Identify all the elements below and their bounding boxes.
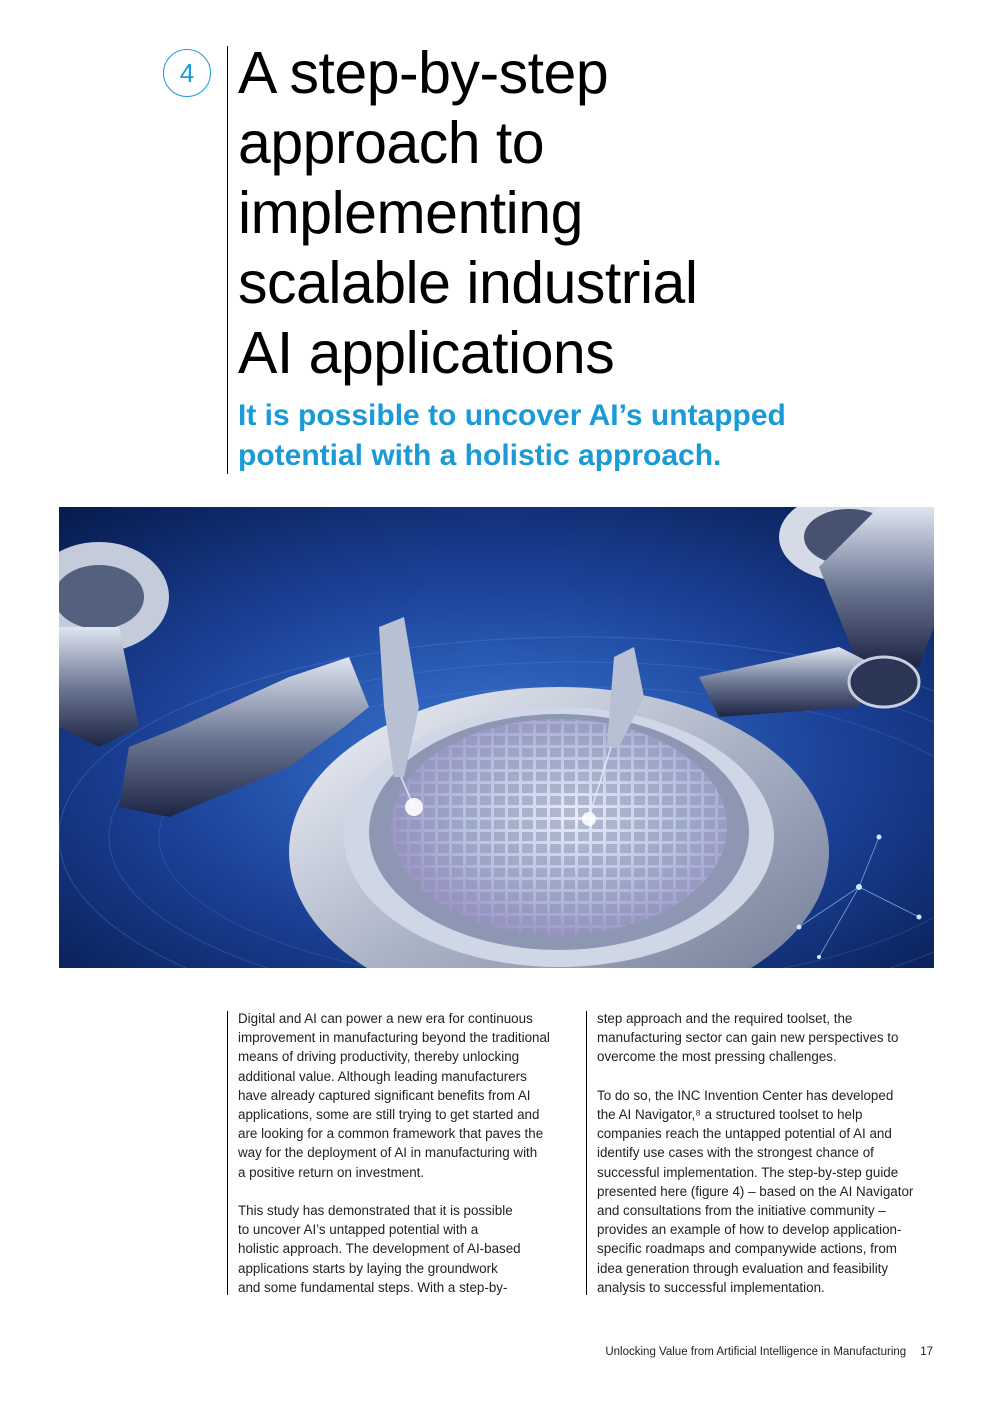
text-line: identify use cases with the strongest chance of [597,1145,874,1161]
chapter-number: 4 [179,57,195,88]
column-divider-right [586,1011,587,1295]
text-line: to uncover AI’s untapped potential with a [238,1222,479,1238]
text-line: To do so, the INC Invention Center has developed [597,1087,894,1103]
paragraph [238,1201,578,1297]
text-line: applications, some are still trying to get started and [238,1107,540,1123]
paragraph [597,1086,937,1297]
text-line: and some fundamental steps. With a step-by- [238,1279,508,1295]
title-line: implementing [238,180,583,246]
text-line: specific roadmaps and companywide actions, from [597,1241,897,1257]
text-line: This study has demonstrated that it is possible [238,1203,513,1219]
text-line: a positive return on investment. [238,1164,425,1180]
title-line: scalable industrial [238,250,698,316]
text-line: presented here (figure 4) – based on the AI Navigator [597,1183,914,1199]
page-number: 17 [920,1346,933,1358]
text-line: manufacturing sector can gain new perspectives to [597,1030,899,1046]
page-title [238,38,858,388]
page-subtitle [238,396,858,476]
text-line: applications starts by laying the groundwork [238,1260,498,1276]
text-line: provides an example of how to develop application- [597,1222,902,1238]
text-line: companies reach the untapped potential of AI and [597,1126,892,1142]
text-line: improvement in manufacturing beyond the traditional [238,1030,550,1046]
body-column-left [238,1009,578,1316]
chapter-number-badge [163,49,211,97]
subtitle-line: potential with a holistic approach. [238,439,722,472]
page-footer [605,1346,933,1358]
text-line: the AI Navigator,⁸ a structured toolset to help [597,1107,863,1122]
text-line: successful implementation. The step-by-step guide [597,1164,899,1180]
text-line: and consultations from the initiative community – [597,1203,886,1219]
column-divider-left [227,1011,228,1295]
hero-image-wafer-probe [59,507,934,968]
text-line: additional value. Although leading manufacturers [238,1068,527,1084]
text-line: Digital and AI can power a new era for continuous [238,1011,533,1026]
title-line: approach to [238,110,545,176]
paragraph [597,1009,937,1067]
text-line: have already captured significant benefits from AI [238,1087,531,1103]
text-line: step approach and the required toolset, the [597,1011,853,1026]
title-divider [227,46,228,474]
title-line: AI applications [238,320,615,386]
title-line: A step-by-step [238,40,609,106]
paragraph [238,1009,578,1182]
text-line: means of driving productivity, thereby unlocking [238,1049,520,1065]
subtitle-line: It is possible to uncover AI’s untapped [238,399,786,432]
text-line: holistic approach. The development of AI-based [238,1241,521,1257]
footer-publication-title: Unlocking Value from Artificial Intelligence in Manufacturing [605,1346,907,1358]
text-line: overcome the most pressing challenges. [597,1049,837,1065]
body-column-right [597,1009,937,1316]
text-line: idea generation through evaluation and feasibility [597,1260,889,1276]
text-line: way for the deployment of AI in manufacturing with [238,1145,538,1161]
text-line: analysis to successful implementation. [597,1279,825,1295]
text-line: are looking for a common framework that paves the [238,1126,544,1142]
